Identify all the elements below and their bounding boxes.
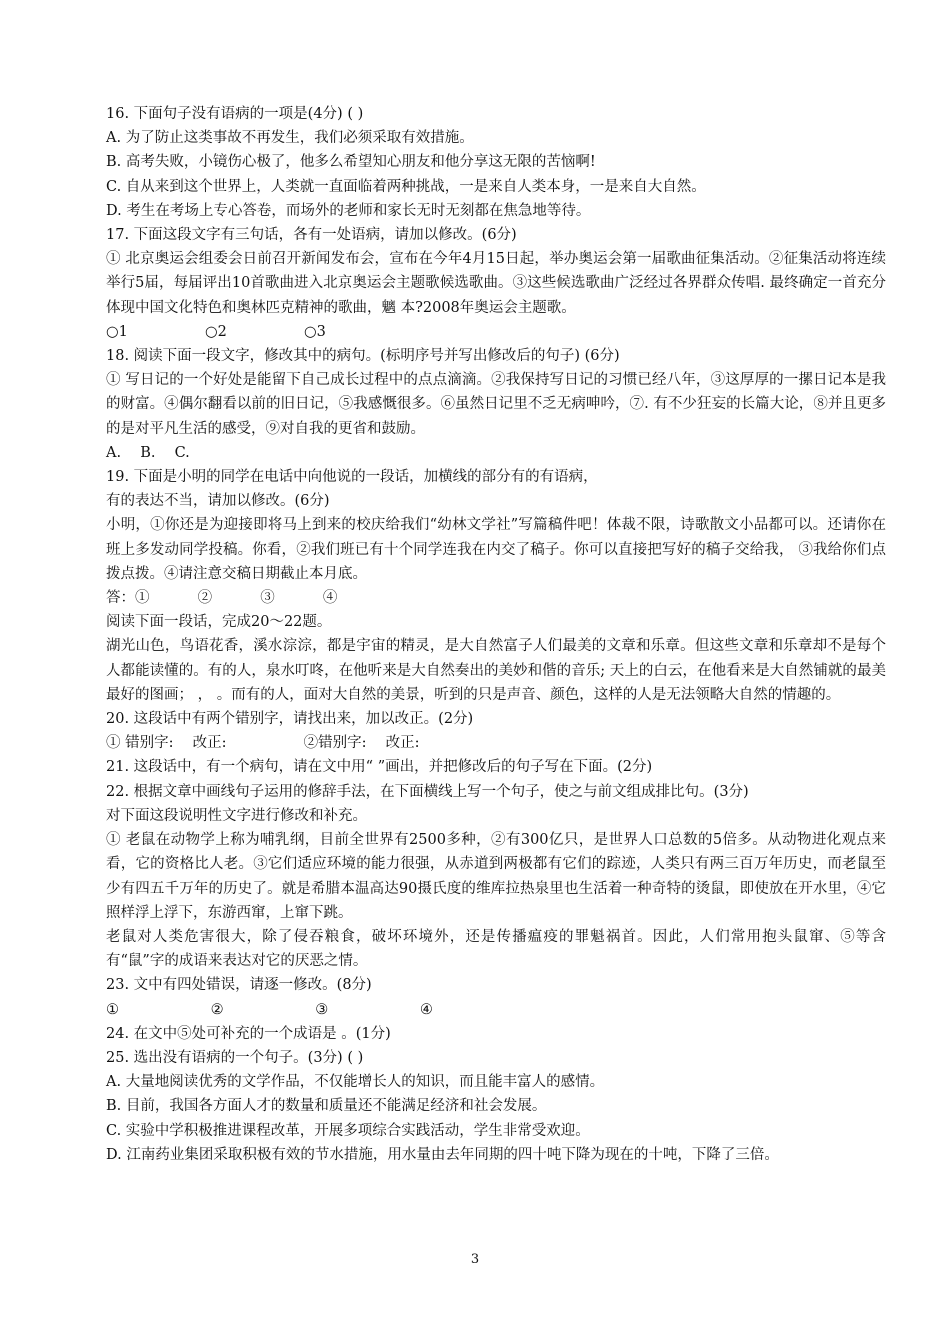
question-16-option-c: C. 自从来到这个世界上，人类就一直面临着两种挑战，一是来自人类本身，一是来自大自然。	[106, 178, 706, 195]
question-18-answer-slots: A. B. C.	[106, 444, 190, 461]
question-19-passage: 小明，①你还是为迎接即将马上到来的校庆给我们“幼林文学社”写篇稿件吧！体裁不限，诗歌散文小品都可以。还请你在班上多发动同学投稿。你看，②我们班已有十个同学连我在内交了稿子。你可以直接把写好的稿子交给我， ③我给你们点拨点拨。④请注意交稿日期截止本月底。	[106, 517, 886, 582]
question-22-stem: 22. 根据文章中画线句子运用的修辞手法，在下面横线上写一个句子，使之与前文组成排比句。(3分)	[106, 783, 749, 800]
expository-passage-paragraph-2: 老鼠对人类危害很大，除了侵吞粮食，破坏环境外，还是传播瘟疫的罪魁祸首。因此，人们常用抱头鼠窜、⑤等含有“鼠”字的成语来表达对它的厌恶之情。	[106, 928, 886, 970]
question-16-option-a: A. 为了防止这类事故不再发生，我们必须采取有效措施。	[106, 130, 474, 147]
question-19-stem-continued: 有的表达不当，请加以修改。(6分)	[106, 493, 330, 510]
question-25-option-b: B. 目前，我国各方面人才的数量和质量还不能满足经济和社会发展。	[106, 1098, 547, 1115]
question-24-stem: 24. 在文中⑤处可补充的一个成语是 。(1分)	[106, 1025, 391, 1042]
question-17-stem: 17. 下面这段文字有三句话，各有一处语病，请加以修改。(6分)	[106, 227, 517, 244]
question-25-stem: 25. 选出没有语病的一个句子。(3分) ( )	[106, 1049, 364, 1066]
question-20-answer-slots: ① 错别字: 改正: ②错别字: 改正:	[106, 735, 420, 752]
question-21-stem: 21. 这段话中，有一个病句，请在文中用“ ”画出，并把修改后的句子写在下面。(2分)	[106, 759, 653, 776]
page-content	[106, 102, 886, 1167]
question-17-answer-slots: ○1 ○2 ○3	[106, 323, 326, 340]
question-25-option-a: A. 大量地阅读优秀的文学作品，不仅能增长人的知识，而且能丰富人的感情。	[106, 1074, 605, 1091]
question-19-answer-slots: 答：① ② ③ ④	[106, 590, 338, 607]
reading-passage-20-22: 湖光山色，鸟语花香，溪水淙淙，都是宇宙的精灵，是大自然富子人们最美的文章和乐章。但这些文章和乐章却不是每个人都能读懂的。有的人，泉水叮咚，在他听来是大自然奏出的美妙和偕的音乐; 天上的白云，在他看来是大自然铺就的最美最好的图画； ， 。而有的人，面对大自然的美景，听到的只是声音、颜色，这样的人是无法领略大自然的情趣的。	[106, 638, 886, 703]
expository-instruction: 对下面这段说明性文字进行修改和补充。	[106, 807, 367, 824]
question-18-stem: 18. 阅读下面一段文字，修改其中的病句。(标明序号并写出修改后的句子) (6分)	[106, 348, 620, 365]
question-16-option-b: B. 高考失败，小镜伤心极了，他多么希望知心朋友和他分享这无限的苦恼啊!	[106, 154, 596, 171]
question-19-stem: 19. 下面是小明的同学在电话中向他说的一段话，加横线的部分有的有语病，	[106, 469, 598, 486]
question-16-option-d: D. 考生在考场上专心答卷，而场外的老师和家长无时无刻都在焦急地等待。	[106, 202, 591, 219]
question-23-answer-slots: ① ② ③ ④	[106, 1001, 433, 1018]
question-17-passage: ① 北京奥运会组委会日前召开新闻发布会，宣布在今年4月15日起，举办奥运会第一届歌曲征集活动。②征集活动将连续举行5届，每届评出10首歌曲进入北京奥运会主题歌候选歌曲。③这些候选歌曲广泛经过各界群众传唱. 最终确定一首充分体现中国文化特色和奥林匹克精神的歌曲，魑 本?2008年奥运会主题歌。	[106, 251, 886, 316]
question-25-option-d: D. 江南药业集团采取积极有效的节水措施，用水量由去年同期的四十吨下降为现在的十吨，下降了三倍。	[106, 1146, 779, 1163]
expository-passage-paragraph-1: ① 老鼠在动物学上称为哺乳纲，目前全世界有2500多种，②有300亿只，是世界人口总数的5倍多。从动物进化观点来看，它的资格比人老。③它们适应环境的能力很强，从赤道到两极都有它们的踪迹，人类只有两三百万年历史，而老鼠至少有四五千万年的历史了。就是希腊本温高达90摄氏度的维库拉热泉里也生活着一种奇特的烫鼠，即使放在开水里，④它照样浮上浮下，东游西窜，上窜下跳。	[106, 832, 886, 921]
reading-instruction-20-22: 阅读下面一段话，完成20～22题。	[106, 614, 332, 631]
question-20-stem: 20. 这段话中有两个错别字，请找出来，加以改正。(2分)	[106, 711, 474, 728]
question-18-passage: ① 写日记的一个好处是能留下自己成长过程中的点点滴滴。②我保持写日记的习惯已经八年，③这厚厚的一摞日记本是我的财富。④偶尔翻看以前的旧日记，⑤我感慨很多。⑥虽然日记里不乏无病呻吟，⑦. 有不少狂妄的长篇大论，⑧并且更多的是对平凡生活的感受，⑨对自我的更省和鼓励。	[106, 372, 886, 437]
question-16-stem: 16. 下面句子没有语病的一项是(4分) ( )	[106, 106, 364, 122]
question-23-stem: 23. 文中有四处错误，请逐一修改。(8分)	[106, 977, 372, 994]
page-number: 3	[470, 1252, 480, 1267]
question-25-option-c: C. 实验中学积极推进课程改革，开展多项综合实践活动，学生非常受欢迎。	[106, 1122, 590, 1139]
